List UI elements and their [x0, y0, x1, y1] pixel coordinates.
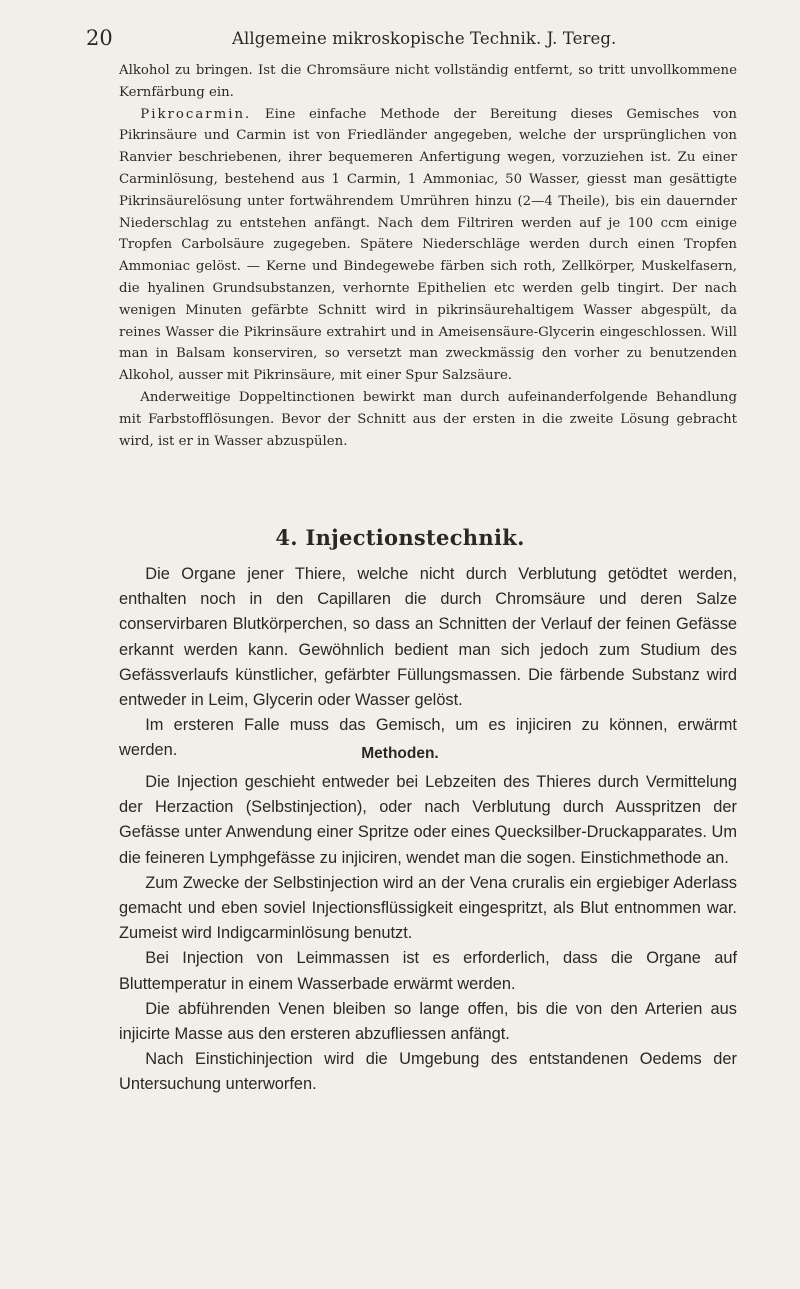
- paragraph: Bei Injection von Leimmassen ist es erforderlich, dass die Organe auf Bluttemperatur in einem Wasserbade erwärmt werden.: [119, 949, 737, 993]
- term-pikrocarmin: Pikrocarmin.: [140, 106, 252, 122]
- paragraph-body: Eine einfache Methode der Bereitung dieses Gemisches von Pikrinsäure und Carmin ist von Friedländer angegeben, welche der ursprünglichen von Ranvier beschriebenen, ihrer bequemeren Anfertigung wegen, vorzuziehen ist. Zu einer Carminlösung, bestehend aus 1 Carmin, 1 Ammoniac, 50 Wasser, giesst man gesättigte Pikrinsäurelösung unter fortwährendem Umrühren hinzu (2—4 Theile), bis ein dauernder Niederschlag zu entstehen anfängt. Nach dem Filtriren werden auf je 100 ccm einige Tropfen Carbolsäure zugegeben. Spätere Niederschläge werden durch einen Tropfen Ammoniac gelöst. — Kerne und Bindegewebe färben sich roth, Zellkörper, Muskelfasern, die hyalinen Grundsubstanzen, verhornte Epithelien etc werden gelb tingirt. Der nach wenigen Minuten gefärbte Schnitt wird in pikrinsäurehaltigem Wasser abgespült, da reines Wasser die Pikrinsäure extrahirt und in Ameisensäure-Glycerin eingeschlossen. Will man in Balsam konserviren, so versetzt man zweckmässig den vorher zu benutzenden Alkohol, ausser mit Pikrinsäure, mit einer Spur Salzsäure.: [119, 106, 737, 384]
- paragraph: [119, 104, 737, 387]
- paragraph: Nach Einstichinjection wird die Umgebung des entstandenen Oedems der Untersuchung unterworfen.: [119, 1050, 737, 1094]
- paragraph: Im ersteren Falle muss das Gemisch, um es injiciren zu können, erwärmt werden.: [119, 716, 737, 760]
- section-text: [119, 562, 737, 764]
- methods-text: [119, 770, 737, 1098]
- page-header: [86, 26, 726, 54]
- section-heading: 4. Injectionstechnik.: [275, 525, 525, 550]
- paragraph: Alkohol zu bringen. Ist die Chromsäure nicht vollständig entfernt, so tritt unvollkommene Kernfärbung ein.: [119, 63, 737, 100]
- page-number: 20: [86, 26, 113, 50]
- paragraph: Anderweitige Doppeltinctionen bewirkt man durch aufeinanderfolgende Behandlung mit Farbstofflösungen. Bevor der Schnitt aus der ersten in die zweite Lösung gebracht wird, ist er in Wasser abzuspülen.: [119, 389, 737, 449]
- paragraph: Die Injection geschieht entweder bei Lebzeiten des Thieres durch Vermittelung der Herzaction (Selbstinjection), oder nach Verblutung durch Ausspritzen der Gefässe unter Anwendung einer Spritze oder eines Quecksilber-Druckapparates. Um die feineren Lymphgefässe zu injiciren, wendet man die sogen. Einstichmethode an.: [119, 773, 737, 867]
- running-title: Allgemeine mikroskopische Technik. J. Tereg.: [232, 29, 617, 48]
- paragraph: Die Organe jener Thiere, welche nicht durch Verblutung getödtet werden, enthalten noch in den Capillaren die durch Chromsäure und deren Salze conservirbaren Blutkörperchen, so dass an Schnitten der Verlauf der feinen Gefässe erkannt werden kann. Gewöhnlich bedient man sich jedoch zum Studium des Gefässverlaufs künstlicher, gefärbter Füllungsmassen. Die färbende Substanz wird entweder in Leim, Glycerin oder Wasser gelöst.: [119, 565, 737, 710]
- paragraph: Die abführenden Venen bleiben so lange offen, bis die von den Arterien aus injicirte Masse aus den ersteren abzufliessen anfängt.: [119, 999, 737, 1044]
- intro-text: [119, 60, 737, 452]
- paragraph: Zum Zwecke der Selbstinjection wird an der Vena cruralis ein ergiebiger Aderlass gemacht und eben soviel Injectionsflüssigkeit eingespritzt, als Blut entnommen war. Zumeist wird Indigcarminlösung benutzt.: [119, 873, 737, 943]
- subsection-heading: Methoden.: [361, 745, 439, 762]
